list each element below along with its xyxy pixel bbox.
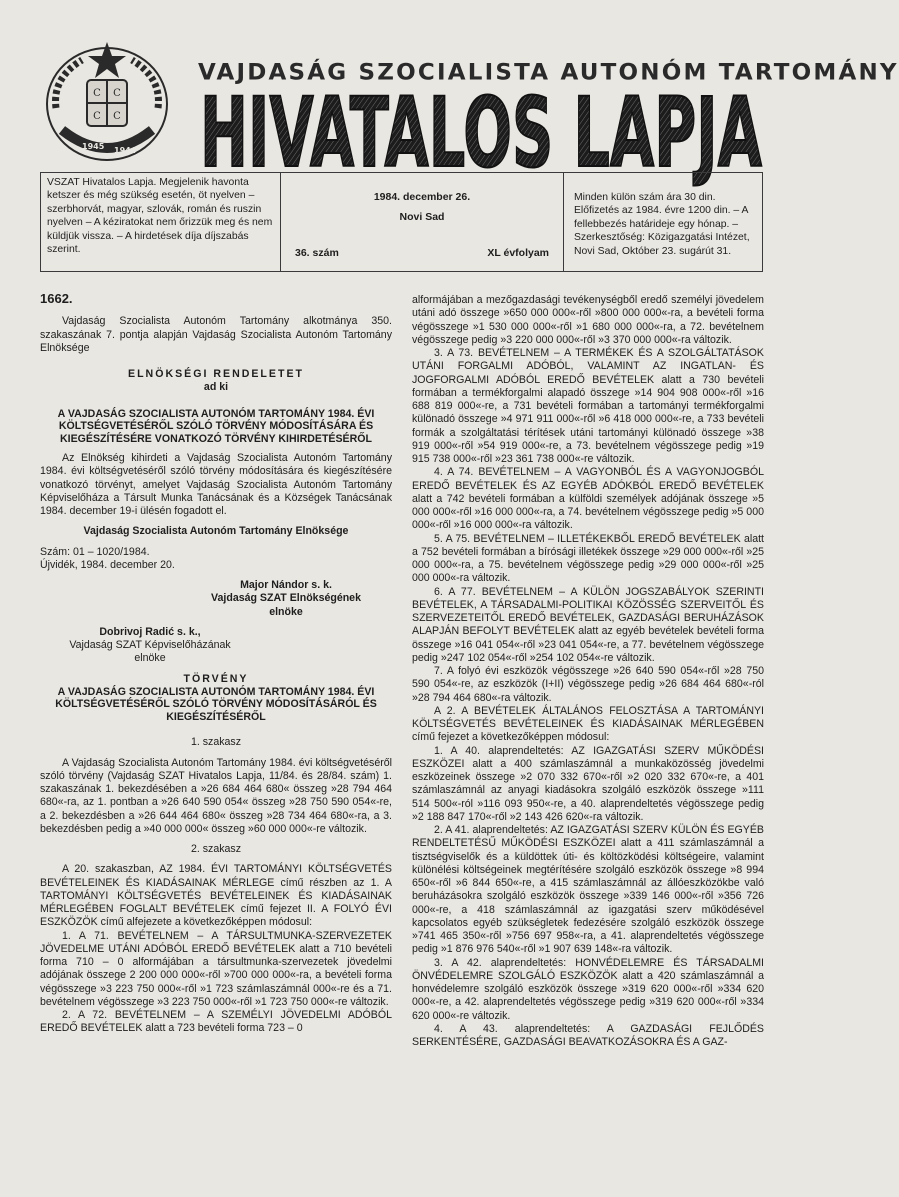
law-heading: A VAJDASÁG SZOCIALISTA AUTONÓM TARTOMÁNY 1984. ÉVI KÖLTSÉGVETÉSÉRŐL SZÓLÓ TÖRVÉNY MÓDOSÍTÁSÁRÓL ÉS KIEGÉSZÍTÉSÉRŐL xyxy=(55,685,377,723)
item-5-paragraph: 5. A 75. BEVÉTELNEM – ILLETÉKEKBŐL EREDŐ BEVÉTELEK alatt a 752 bevételi formában a bírósági illetékek összege »29 000 000«-ről »25 000 000«-ra, a 75. bevételnem végösszege pedig »29 000 000«-ről »25 000 000«-ra változik. xyxy=(412,532,764,585)
masthead-title xyxy=(196,77,766,189)
issue-details xyxy=(281,173,564,271)
continuation-paragraph: alformájában a mezőgazdasági tevékenységből eredő személyi jövedelem utáni adó összege »650 000 000«-ről »800 000 000«-ra, a bevételi forma végösszege »1 530 000 000«-ről »1 680 000 000«-ra, a 72. bevételnem végösszege pedig »3 220 000 000«-ről »3 370 000 000«-ra változik. xyxy=(412,294,764,346)
purpose-40-paragraph: 1. A 40. alaprendeltetés: AZ IGAZGATÁSI SZERV MŰKÖDÉSI ESZKÖZEI alatt a 400 számlaszámnál a munkaközösség jövedelmi eszközeinek összege »2 070 332 670«-ről »2 020 332 670«-re, a 401 számlaszámnál az anyagi kiadásokra szolgáló eszközök összege »111 514 500«-ról »116 093 950«-re, a 40. alaprendeltetés végösszege pedig »2 188 847 170«-ről »2 143 426 620«-ra változik. xyxy=(412,744,764,823)
masthead-title-text: HIVATALOS LAPJA xyxy=(200,77,762,189)
section-a2-heading: A 2. A BEVÉTELEK ÁLTALÁNOS FELOSZTÁSA A TARTOMÁNYI KÖLTSÉGVETÉS BEVÉTELEINEK ÉS KIADÁSAINAK MÉRLEGÉBEN című fejezet a következőképpen módosul: xyxy=(412,704,764,744)
section-1-text: A Vajdaság Szocialista Autonóm Tartomány 1984. évi költségvetéséről szóló törvény (Vajdaság SZAT Hivatalos Lapja, 11/84. és 28/84. szám) 1. szakaszának 1. bekezdésében a »26 684 464 680« összeg »28 794 464 680«-ra, az 1. pontban a »26 640 590 054« összeg »28 750 590 054«-re, a 2. bekezdésben a »26 644 464 680« összeg »28 734 464 680«-ra, a 3. bekezdésben pedig a »40 000 000« összeg »60 000 000«-re változik. xyxy=(40,756,392,835)
section-2-title: 2. szakasz xyxy=(190,843,242,855)
signature-1-name: Major Nándor s. k. xyxy=(240,579,332,591)
item-6-paragraph: 6. A 77. BEVÉTELNEM – A KÜLÖN JOGSZABÁLYOK SZERINTI BEVÉTELEK, A TÁRSADALMI-POLITIKAI KÖZÖSSÉG SZERVEITŐL ÉS SZERVEZETEITŐL EREDŐ BEVÉTELEK, GAZDASÁGI BERUHÁZÁSOK ALAPJÁN BEFOLYT BEVÉTELEK alatt az egyéb bevételek bevételi forma összege »16 041 054«-ről »23 041 054«-re, a 77. bevételnem végösszege pedig »247 102 054«-ről »254 102 054«-re változik. xyxy=(412,585,764,664)
issue-city: Novi Sad xyxy=(399,211,445,223)
emblem-year-right: 1944 xyxy=(114,146,137,155)
publication-notice: VSZAT Hivatalos Lapja. Megjelenik havonta ketszer és még szükség esetén, öt nyelven – szerbhorvát, magyar, szlovák, román és ruszin nyelven – A kéziratokat nem őrizzük meg és nem küldjük vissza. – A hirdetések díja díjszabás szerint. xyxy=(41,173,281,271)
signature-2-name: Dobrivoj Radić s. k., xyxy=(99,625,201,638)
law-title: TÖRVÉNY xyxy=(183,672,249,685)
item-7-paragraph: 7. A folyó évi eszközök végösszege »26 640 590 054«-ről »28 750 590 054«-re, az eszközök (I+II) végösszege pedig »26 684 464 680«-ról »28 794 464 680«-ra változik. xyxy=(412,665,764,704)
signature-2-role: elnöke xyxy=(134,652,166,665)
signature-block-1 xyxy=(180,579,392,619)
issue-number: 36. szám xyxy=(295,247,339,259)
reference-number: Szám: 01 – 1020/1984. xyxy=(40,545,150,558)
issue-volume: XL évfolyam xyxy=(487,247,549,259)
signature-block-2 xyxy=(40,626,260,666)
signature-1-title: Vajdaság SZAT Elnökségének xyxy=(211,592,361,605)
item-4-paragraph: 4. A 74. BEVÉTELNEM – A VAGYONBÓL ÉS A VAGYONJOGBÓL EREDŐ BEVÉTELEK ÉS AZ EGYÉB ADÓKBÓL EREDŐ BEVÉTELEK alatt a 742 bevételi formában a külföldi személyek adójának összege »5 000 000«-ről »16 000 000«-ra, a 74. bevételnem végösszege pedig »5 000 000«-ről »16 000 000«-ra változik. xyxy=(412,466,764,532)
document-number: 1662. xyxy=(40,291,73,306)
presidency-line: Vajdaság Szocialista Autonóm Tartomány Elnöksége xyxy=(83,525,349,538)
issue-date: 1984. december 26. xyxy=(373,191,471,203)
decree-body: Az Elnökség kihirdeti a Vajdaság Szocialista Autonóm Tartomány 1984. évi költségvetéséről szóló törvény módosítására és kiegészítésére vonatkozó törvényt, amelyet Vajdaság Szocialista Autonóm Tartomány Képviselőháza a Társult Munka Tanácsának és a Községek Tanácsának 1984. december 19-i ülésén fogadott el. xyxy=(40,452,392,517)
subscription-info: Minden külön szám ára 30 din. Előfizetés az 1984. évre 1200 din. – A fellebbezés határideje egy hónap. – Szerkesztőség: Közigazgatási Intézet, Novi Sad, Október 23. sugárút 31. xyxy=(574,192,750,257)
svg-text:C: C xyxy=(93,88,101,99)
masthead-subtitle: VAJDASÁG SZOCIALISTA AUTONÓM TARTOMÁNY xyxy=(198,60,899,86)
item-3-paragraph: 3. A 73. BEVÉTELNEM – A TERMÉKEK ÉS A SZOLGÁLTATÁSOK UTÁNI FORGALMI ADÓBÓL, VALAMINT AZ INGATLAN- ÉS JOGFORGALMI ADÓBÓL EREDŐ BEVÉTELEK alatt a 730 bevételi formában a termékforgalmi alapadó összege »14 904 908 000«-ről »16 688 819 000«-re, a 731 bevételi formában a tartományi termékforgalmi különadó összege »4 971 911 000«-ről »6 418 000 000«-re, a 733 bevételi formák a szolgáltatási térítések utáni tartományi különadó összege »38 919 000«-ről »54 919 000«-re, a 73. bevételnem végösszege pedig »19 915 738 000«-ről »23 361 738 000«-re változik. xyxy=(412,347,764,465)
item-1-paragraph: 1. A 71. BEVÉTELNEM – A TÁRSULTMUNKA-SZERVEZETEK JÖVEDELME UTÁNI ADÓBÓL EREDŐ BEVÉTELEK alatt a 710 bevételi forma 710 – 0 alformájában a társultmunka-szervezetek jövedelmi adójának összege 2 200 000 000«-ről »700 000 000«-ra, a bevételi forma végösszege »3 223 750 000«-ről »1 723 számlaszámnál 000«-re és a 71. bevételnem végösszege »3 223 750 000«-ről »1 723 750 000«-re változik. xyxy=(40,929,392,1008)
section-1-title: 1. szakasz xyxy=(190,736,242,749)
purpose-41-paragraph: 2. A 41. alaprendeltetés: AZ IGAZGATÁSI SZERV KÜLÖN ÉS EGYÉB RENDELTETÉSŰ MŰKÖDÉSI ESZKÖZEI alatt a 411 számlaszámnál a tisztségviselők és a küldöttek úti- és költözködési költségeire, valamint különélési költségeinek megtérítésére szolgáló eszközök összege »8 994 650«-ről »6 844 650«-re, a 415 számlaszámnál az állóeszközökbe való beruházásokra szolgáló eszközök összege »339 146 000«-ről »356 726 000«-re, a 418 számlaszámnál az igazgatási szerv működésével kapcsolatos egyéb szükségletek fedezésére szolgáló eszközök összege »741 465 350«-ről »756 697 958«-ra, a 41. alaprendeltetés végösszege pedig »1 876 976 540«-ről »1 907 639 148«-ra változik. xyxy=(412,824,764,956)
purpose-43-paragraph: 4. A 43. alaprendeltetés: A GAZDASÁGI FEJLŐDÉS SERKENTÉSÉRE, GAZDASÁGI BEAVATKOZÁSOKRA ÉS A GAZ- xyxy=(412,1022,764,1048)
svg-text:C: C xyxy=(93,111,101,122)
item-2-paragraph: 2. A 72. BEVÉTELNEM – A SZEMÉLYI JÖVEDELMI ADÓBÓL EREDŐ BEVÉTELEK alatt a 723 bevételi forma 723 – 0 xyxy=(40,1009,392,1035)
emblem-year-left: 1945 xyxy=(82,142,105,151)
svg-text:C: C xyxy=(113,111,121,122)
decree-heading: A VAJDASÁG SZOCIALISTA AUTONÓM TARTOMÁNY 1984. ÉVI KÖLTSÉGVETÉSÉRŐL SZÓLÓ TÖRVÉNY MÓDOSÍTÁSÁRA ÉS KIEGÉSZÍTÉSÉRE VONATKOZÓ TÖRVÉNY KIHIRDETÉSÉRŐL xyxy=(57,407,375,445)
signature-1-role: elnöke xyxy=(269,605,303,618)
decree-subtitle: ad ki xyxy=(203,381,229,394)
signature-2-title: Vajdaság SZAT Képviselőházának xyxy=(69,639,231,651)
intro-paragraph: Vajdaság Szocialista Autonóm Tartomány alkotmánya 350. szakaszának 7. pontja alapján Vajdaság Szocialista Autonóm Tartomány Elnöksége xyxy=(40,315,392,354)
decree-title: ELNÖKSÉGI RENDELETET xyxy=(128,368,304,380)
masthead-infobox xyxy=(40,172,763,272)
reference-date: Újvidék, 1984. december 20. xyxy=(40,558,175,571)
section-2-text: A 20. szakaszban, AZ 1984. ÉVI TARTOMÁNYI KÖLTSÉGVETÉS BEVÉTELEINEK ÉS KIADÁSAINAK MÉRLEGE című részben az 1. A TARTOMÁNYI KÖLTSÉGVETÉS BEVÉTELEINEK ÉS KIADÁSAINAK MÉRLEGÉBEN FOGLALT BEVÉTELEK című fejezet II. A FOLYÓ ÉVI ESZKÖZÖK című alfejezete a következőképpen módosul: xyxy=(40,863,392,929)
svg-text:C: C xyxy=(113,88,121,99)
right-column xyxy=(412,294,764,1049)
left-column xyxy=(40,288,392,1036)
coat-of-arms-emblem xyxy=(42,38,172,164)
purpose-42-paragraph: 3. A 42. alaprendeltetés: HONVÉDELEMRE ÉS TÁRSADALMI ÖNVÉDELEMRE SZOLGÁLÓ ESZKÖZÖK alatt a 420 számlaszámnál a honvédelemre szolgáló eszközök összege »319 620 000«-ről »334 620 000«-re, a 42. alaprendeltetés végösszege pedig »319 620 000«-ről »334 620 000«-re változik. xyxy=(412,956,764,1022)
